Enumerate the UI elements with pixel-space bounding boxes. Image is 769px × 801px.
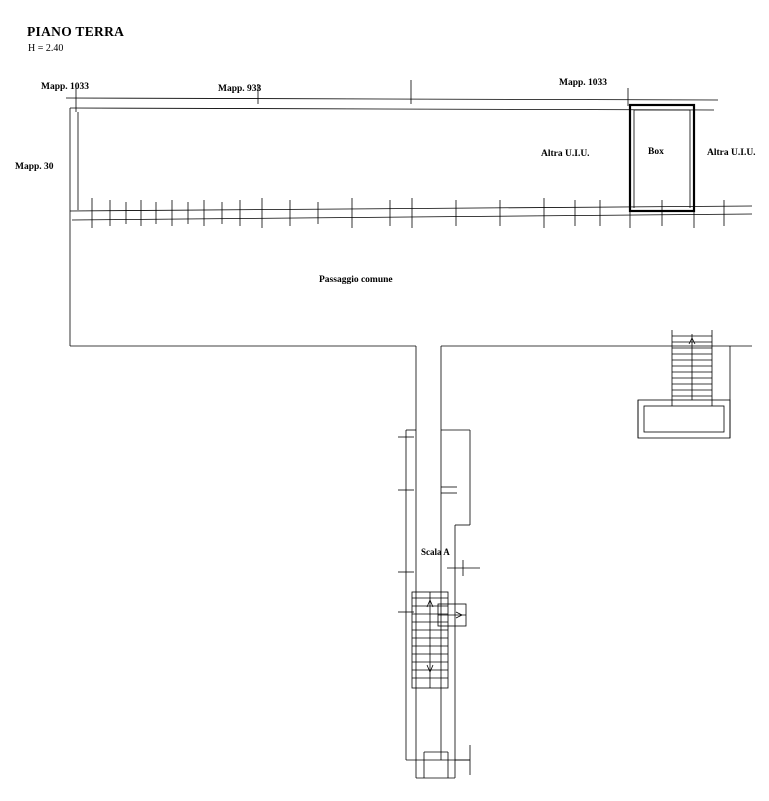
label-scala-a: Scala A (421, 547, 450, 557)
box-unit-outline (630, 105, 694, 211)
label-mapp-933: Mapp. 933 (218, 84, 262, 94)
box-unit-inner (634, 110, 690, 208)
scala-a-stairs (412, 592, 466, 688)
label-mapp-1033-right: Mapp. 1033 (559, 78, 608, 88)
label-passaggio-comune: Passaggio comune (319, 275, 393, 285)
upper-boundary-lines (66, 80, 718, 112)
page-title: PIANO TERRA (27, 24, 125, 39)
label-altra-uiu-left: Altra U.I.U. (541, 149, 590, 159)
left-boundary (70, 108, 78, 346)
label-box: Box (648, 147, 664, 157)
label-mapp-30: Mapp. 30 (15, 162, 54, 172)
height-note: H = 2.40 (28, 43, 64, 54)
label-altra-uiu-right: Altra U.I.U. (707, 148, 756, 158)
label-mapp-1033-left: Mapp. 1033 (41, 82, 90, 92)
corridor-outline (70, 346, 752, 760)
